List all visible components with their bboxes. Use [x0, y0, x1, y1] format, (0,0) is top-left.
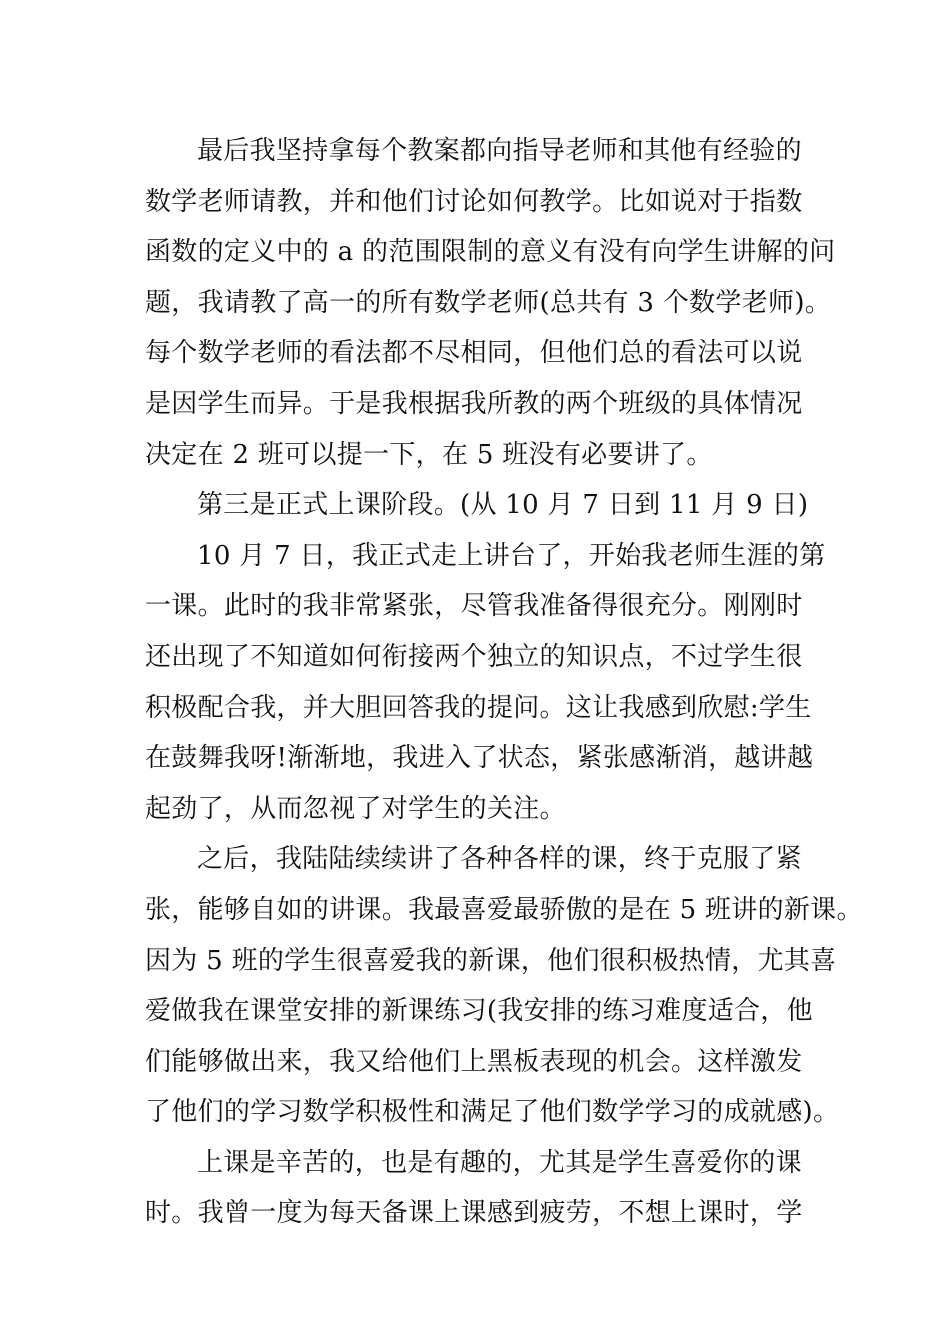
paragraph-line: 函数的定义中的 a 的范围限制的意义有没有向学生讲解的问: [145, 237, 836, 268]
paragraph-line: 时。我曾一度为每天备课上课感到疲劳，不想上课时，学: [145, 1198, 803, 1229]
paragraph-line: 之后，我陆陆续续讲了各种各样的课，终于克服了紧: [197, 844, 802, 875]
paragraph-line: 了他们的学习数学积极性和满足了他们数学学习的成就感)。: [145, 1097, 840, 1128]
paragraph-line: 还出现了不知道如何衔接两个独立的知识点，不过学生很: [145, 641, 803, 672]
paragraph-line: 10 月 7 日，我正式走上讲台了，开始我老师生涯的第: [197, 540, 826, 571]
paragraph-line: 一课。此时的我非常紧张，尽管我准备得很充分。刚刚时: [145, 591, 803, 622]
paragraph-line: 起劲了，从而忽视了对学生的关注。: [145, 793, 566, 824]
body-text: [145, 126, 863, 1239]
paragraph-line: 最后我坚持拿每个教案都向指导老师和其他有经验的: [197, 136, 802, 166]
paragraph-line: 上课是辛苦的，也是有趣的，尤其是学生喜爱你的课: [197, 1147, 802, 1178]
paragraph-line: 决定在 2 班可以提一下，在 5 班没有必要讲了。: [145, 439, 713, 470]
paragraph-line: 数学老师请教，并和他们讨论如何教学。比如说对于指数: [145, 186, 803, 217]
paragraph-line: 张，能够自如的讲课。我最喜爱最骄傲的是在 5 班讲的新课。: [145, 894, 863, 925]
paragraph-line: 题，我请教了高一的所有数学老师(总共有 3 个数学老师)。: [145, 287, 832, 318]
paragraph-line: 积极配合我，并大胆回答我的提问。这让我感到欣慰:学生: [145, 692, 812, 723]
paragraph-line: 们能够做出来，我又给他们上黑板表现的机会。这样激发: [145, 1046, 803, 1077]
paragraph-line: 是因学生而异。于是我根据我所教的两个班级的具体情况: [145, 388, 803, 419]
section-heading-line: 第三是正式上课阶段。(从 10 月 7 日到 11 月 9 日): [197, 490, 809, 521]
paragraph-line: 因为 5 班的学生很喜爱我的新课，他们很积极热情，尤其喜: [145, 945, 837, 976]
paragraph-line: 在鼓舞我呀!渐渐地，我进入了状态，紧张感渐消，越讲越: [145, 743, 814, 774]
paragraph-line: 爱做我在课堂安排的新课练习(我安排的练习难度适合，他: [145, 996, 813, 1027]
paragraph-line: 每个数学老师的看法都不尽相同，但他们总的看法可以说: [145, 338, 803, 369]
